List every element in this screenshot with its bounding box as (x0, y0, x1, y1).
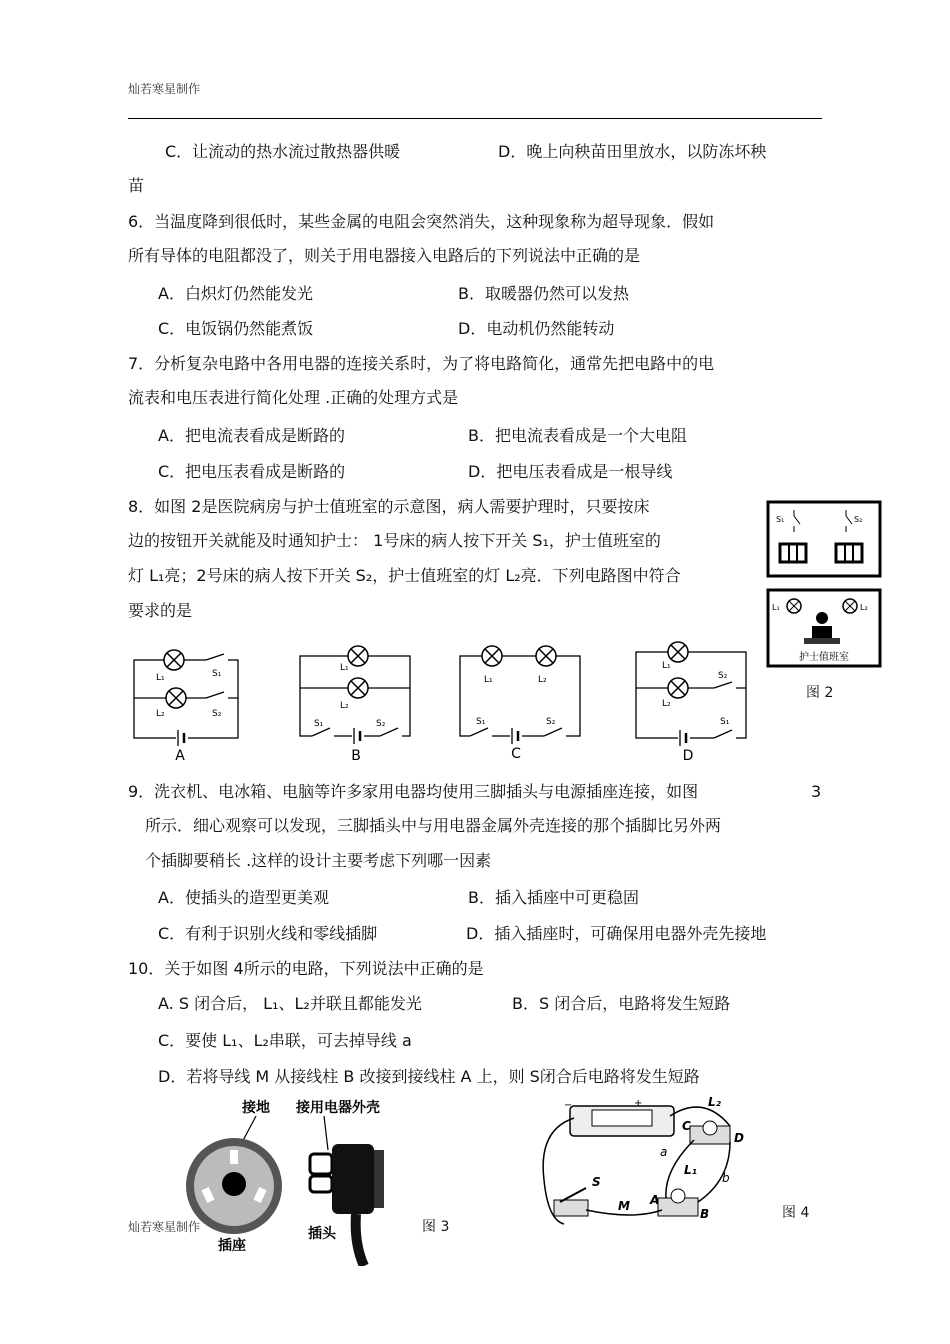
q6-option-d: D．电动机仍然能转动 (458, 319, 615, 338)
battery-icon (564, 1098, 674, 1136)
q6-stem-1: 6．当温度降到很低时，某些金属的电阻会突然消失，这种现象称为超导现象．假如 (128, 212, 715, 231)
svg-text:S₁: S₁ (720, 717, 730, 727)
svg-text:L₁: L₁ (772, 603, 780, 612)
lamp-l2-holder (682, 1095, 744, 1145)
q6-option-a: A．白炽灯仍然能发光 (158, 284, 313, 303)
q6-stem-2: 所有导体的电阻都没了，则关于用电器接入电路后的下列说法中正确的是 (128, 246, 641, 265)
circuit-c-label: C (511, 746, 521, 762)
svg-text:S₂: S₂ (546, 717, 556, 727)
label-plug: 插头 (308, 1226, 336, 1242)
q8-stem-4: 要求的是 (128, 601, 193, 620)
q9-stem-1-num: 3 (811, 782, 822, 801)
svg-text:B: B (700, 1207, 710, 1221)
q10-stem: 10．关于如图 4所示的电路，下列说法中正确的是 (128, 959, 484, 978)
svg-text:C: C (682, 1119, 691, 1133)
svg-text:S₁: S₁ (776, 515, 785, 524)
svg-text:S₂: S₂ (718, 671, 728, 681)
q7-stem-2: 流表和电压表进行简化处理 .正确的处理方式是 (128, 388, 459, 407)
q5-option-d: D．晚上向秧苗田里放水，以防冻坏秧 (498, 142, 767, 161)
q10-option-d: D．若将导线 M 从接线柱 B 改接到接线柱 A 上，则 S闭合后电路将发生短路 (158, 1067, 700, 1086)
circuit-d (636, 642, 746, 764)
q9-option-b: B．插入插座中可更稳固 (468, 888, 639, 907)
svg-text:L₂: L₂ (708, 1095, 721, 1109)
svg-text:S₂: S₂ (212, 709, 222, 719)
svg-text:−: − (564, 1100, 573, 1111)
svg-text:L₁: L₁ (340, 663, 349, 673)
q10-option-c: C．要使 L₁、L₂串联，可去掉导线 a (158, 1031, 412, 1050)
figure-4-diagram (534, 1090, 760, 1242)
q8-stem-3: 灯 L₁亮；2号床的病人按下开关 S₂，护士值班室的灯 L₂亮．下列电路图中符合 (128, 566, 681, 585)
q9-stem-3: 个插脚要稍长 .这样的设计主要考虑下列哪一因素 (145, 851, 492, 870)
q9-option-c: C．有利于识别火线和零线插脚 (158, 924, 378, 943)
figure-2-diagram (766, 500, 884, 670)
svg-text:L₂: L₂ (538, 675, 547, 685)
q6-option-b: B．取暖器仍然可以发热 (458, 284, 629, 303)
svg-text:a: a (660, 1145, 668, 1159)
switch-s2-icon (846, 510, 862, 532)
q9-option-d: D．插入插座时，可确保用电器外壳先接地 (466, 924, 767, 943)
lamp-l1-icon (772, 599, 801, 613)
svg-text:S₁: S₁ (212, 669, 222, 679)
svg-text:L₂: L₂ (662, 699, 671, 709)
q5-option-c: C．让流动的热水流过散热器供暖 (165, 142, 401, 161)
svg-text:S₂: S₂ (376, 719, 386, 729)
bed-1-icon (780, 544, 806, 562)
header-maker: 灿若寒星制作 (128, 82, 201, 96)
svg-text:S₁: S₁ (476, 717, 486, 727)
q6-option-c: C．电饭锅仍然能煮饭 (158, 319, 314, 338)
q7-stem-1: 7．分析复杂电路中各用电器的连接关系时，为了将电路简化，通常先把电路中的电 (128, 354, 715, 373)
figure-4-caption: 图 4 (782, 1205, 810, 1221)
bed-2-icon (836, 544, 862, 562)
footer-maker: 灿若寒星制作 (128, 1220, 201, 1234)
switch-s1-icon (776, 510, 800, 532)
circuit-a (134, 650, 238, 764)
svg-text:L₁: L₁ (156, 673, 165, 683)
svg-text:S₂: S₂ (854, 515, 863, 524)
svg-text:S₁: S₁ (314, 719, 324, 729)
svg-text:A: A (650, 1193, 660, 1207)
nurse-room-label: 护士值班室 (799, 652, 849, 663)
q5-option-d-cont: 苗 (128, 176, 145, 195)
svg-text:L₁: L₁ (484, 675, 493, 685)
lamp-l2-icon (843, 599, 868, 613)
svg-text:L₁: L₁ (662, 661, 671, 671)
svg-text:L₂: L₂ (156, 709, 165, 719)
circuit-options (126, 640, 766, 766)
lamp-l1-holder (649, 1163, 709, 1221)
svg-text:S: S (592, 1175, 601, 1189)
q9-stem-2: 所示．细心观察可以发现，三脚插头中与用电器金属外壳连接的那个插脚比另外两 (145, 816, 722, 835)
circuit-d-label: D (682, 748, 694, 764)
svg-text:L₂: L₂ (860, 603, 868, 612)
label-ground: 接地 (242, 1100, 270, 1116)
q10-option-b: B．S 闭合后，电路将发生短路 (512, 994, 731, 1013)
circuit-b (300, 646, 410, 764)
circuit-b-label: B (351, 748, 361, 764)
nurse-icon (804, 612, 840, 644)
q8-stem-2: 边的按钮开关就能及时通知护士： 1号床的病人按下开关 S₁，护士值班室的 (128, 531, 661, 550)
figure-2-caption: 图 2 (806, 685, 834, 701)
q8-stem-1: 8．如图 2是医院病房与护士值班室的示意图，病人需要护理时，只要按床 (128, 497, 650, 516)
q10-option-a: A. S 闭合后， L₁、L₂并联且都能发光 (158, 994, 422, 1013)
q7-option-a: A．把电流表看成是断路的 (158, 426, 345, 445)
header-rule (128, 118, 822, 119)
q7-option-b: B．把电流表看成是一个大电阻 (468, 426, 687, 445)
svg-text:L₁: L₁ (684, 1163, 697, 1177)
q7-option-c: C．把电压表看成是断路的 (158, 462, 346, 481)
label-shell: 接用电器外壳 (296, 1100, 380, 1116)
label-socket: 插座 (218, 1238, 246, 1254)
q7-option-d: D．把电压表看成是一根导线 (468, 462, 673, 481)
switch-s-icon (554, 1175, 601, 1216)
q9-stem-1: 9．洗衣机、电冰箱、电脑等许多家用电器均使用三脚插头与电源插座连接，如图 (128, 782, 699, 801)
svg-text:D: D (734, 1131, 744, 1145)
q9-option-a: A．使插头的造型更美观 (158, 888, 329, 907)
svg-text:b: b (722, 1171, 730, 1185)
svg-text:+: + (634, 1098, 643, 1109)
plug-icon (310, 1144, 384, 1266)
figure-3-caption: 图 3 (422, 1219, 450, 1235)
socket-icon (186, 1138, 282, 1234)
svg-text:M: M (618, 1199, 630, 1213)
ward-room (768, 502, 880, 576)
circuit-a-label: A (175, 748, 185, 764)
figure-3-diagram (178, 1094, 410, 1266)
circuit-c (460, 646, 580, 762)
svg-text:L₂: L₂ (340, 701, 349, 711)
